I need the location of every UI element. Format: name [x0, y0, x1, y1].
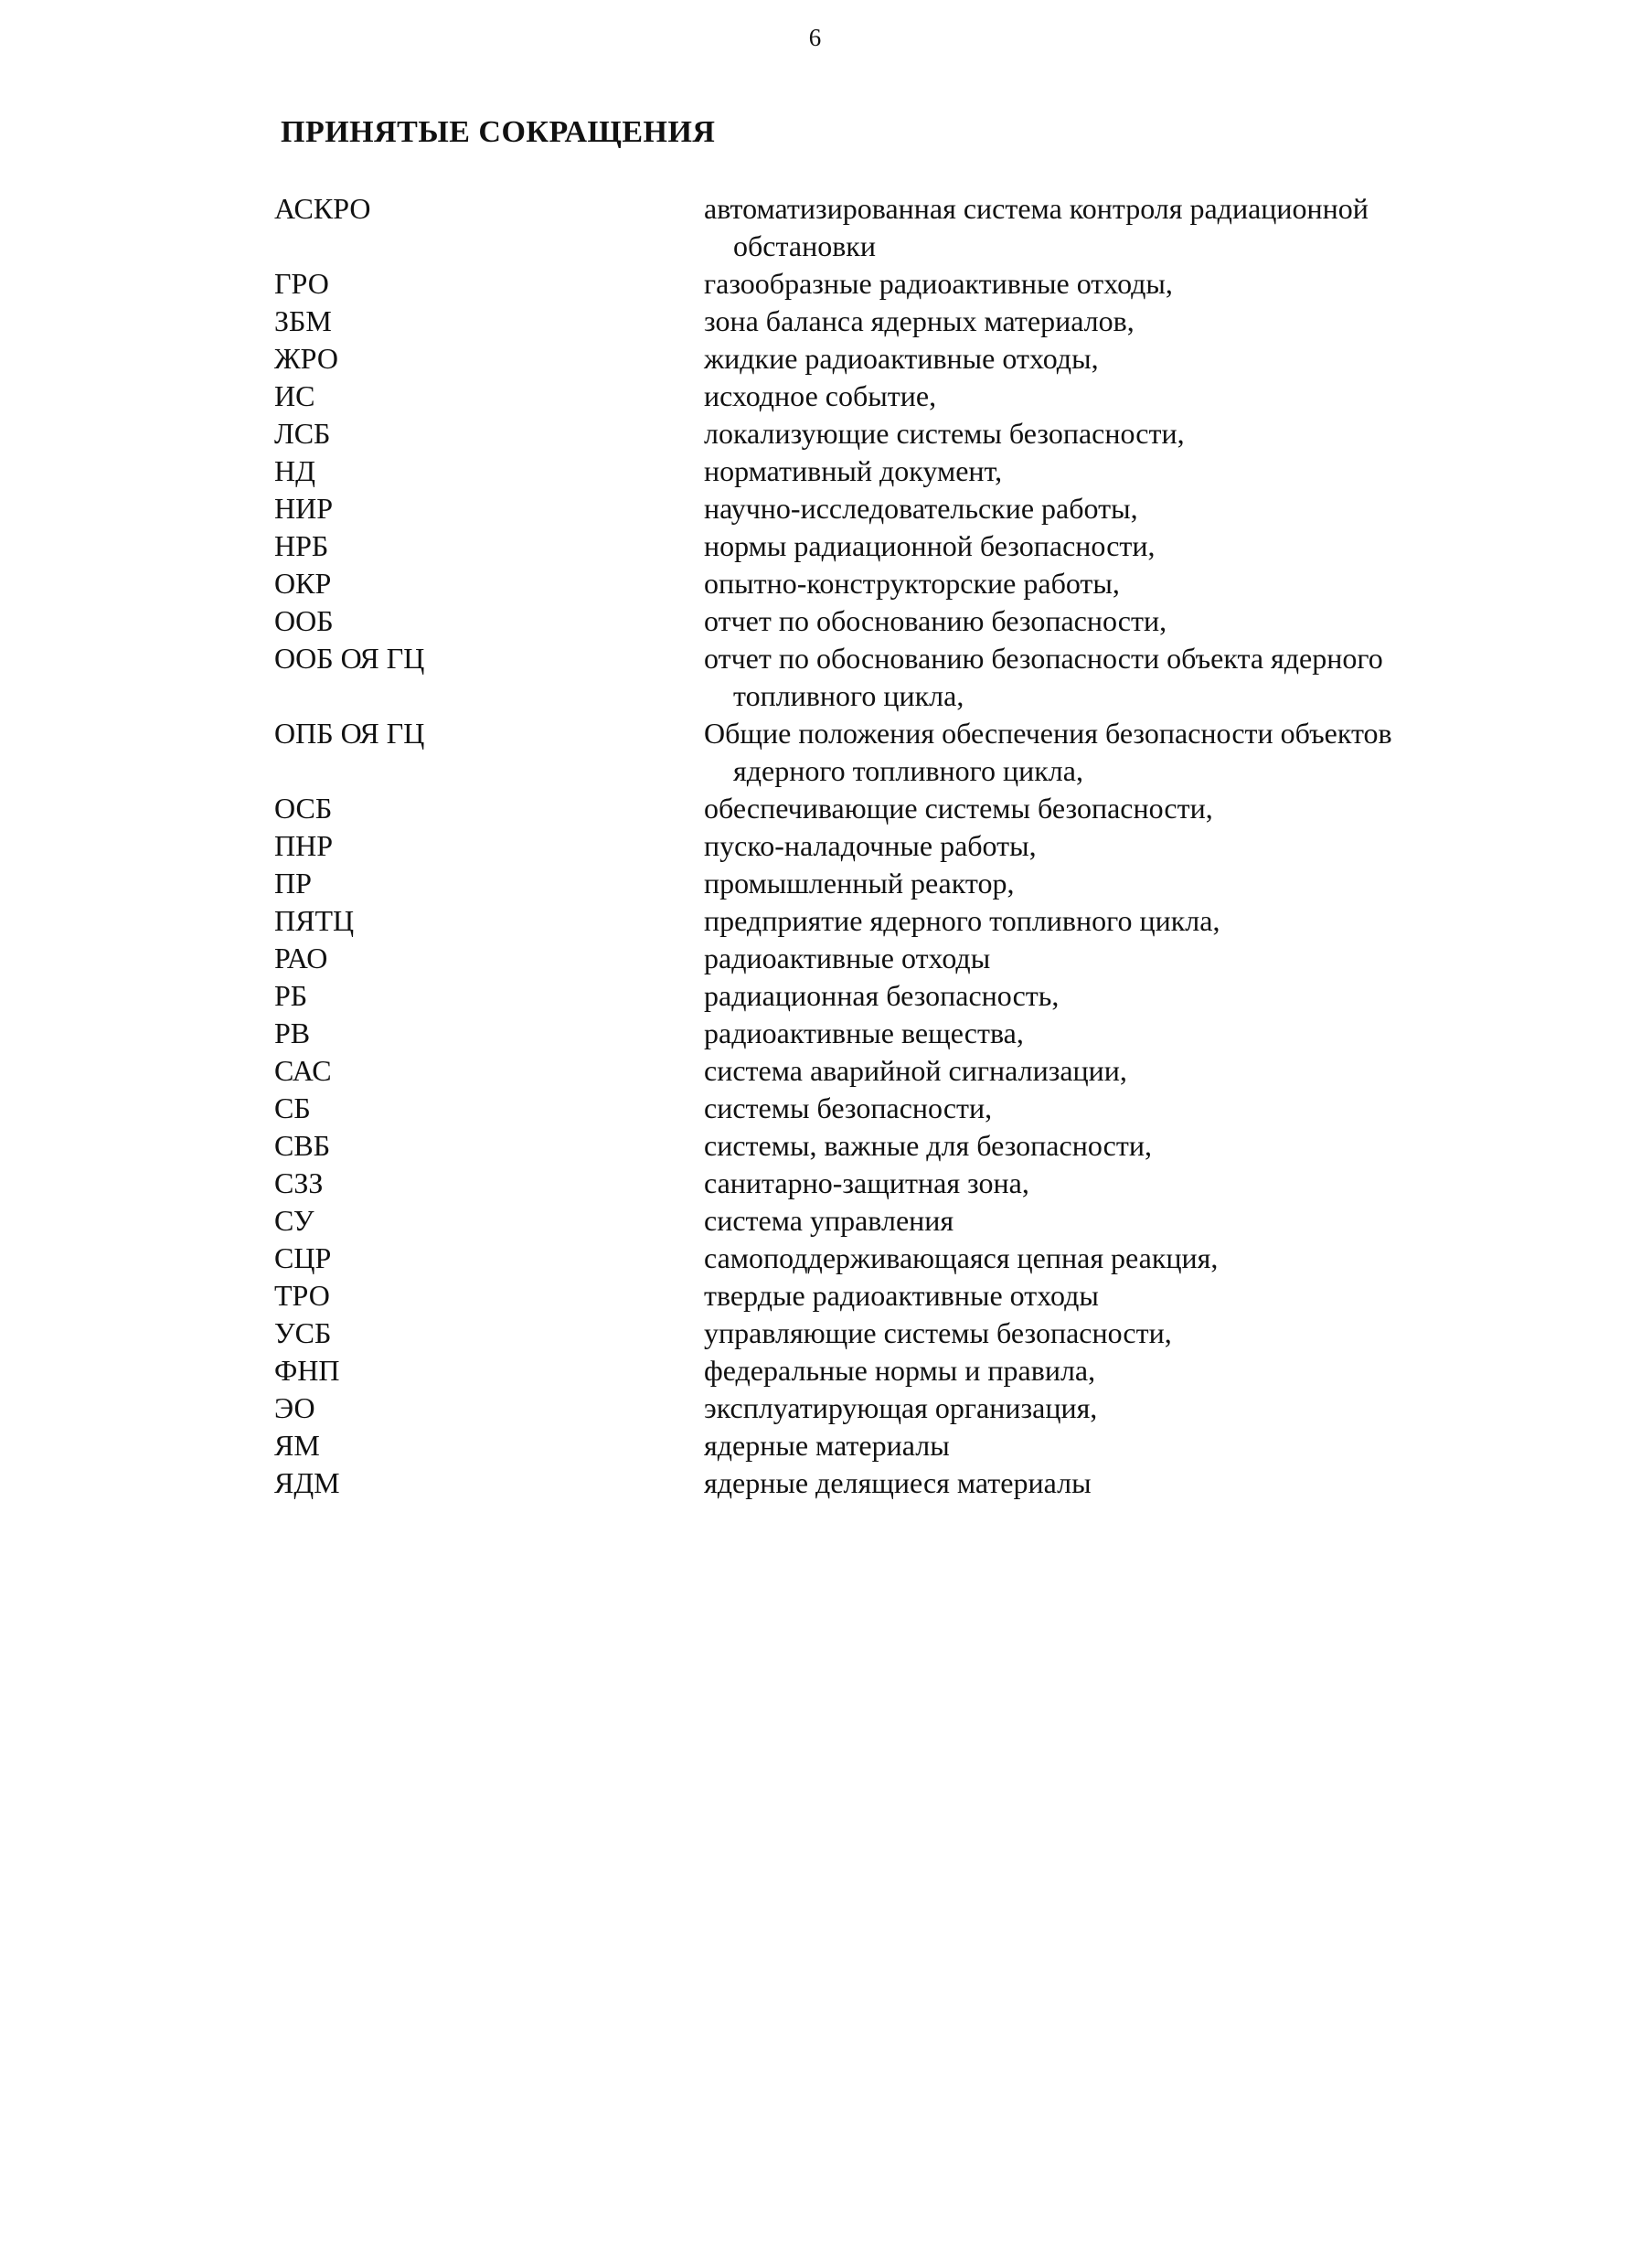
abbreviation-term: СЦР [274, 1241, 332, 1274]
abbreviation-term: ФНП [274, 1354, 340, 1387]
abbreviation-term: ИС [274, 379, 315, 412]
abbreviation-term: ОКР [274, 567, 332, 600]
page-number: 6 [808, 24, 822, 51]
abbreviation-definition [704, 1090, 1481, 1127]
abbreviation-term: ПР [274, 867, 312, 900]
abbreviation-row [274, 977, 1481, 1015]
definition-line: газообразные радиоактивные отходы, [704, 267, 1173, 300]
definition-line: научно-исследовательские работы, [704, 492, 1138, 525]
abbreviation-row [274, 1352, 1481, 1390]
abbreviation-term: ЭО [274, 1391, 315, 1424]
abbreviation-term: СВБ [274, 1129, 331, 1162]
abbreviation-row [274, 602, 1481, 640]
abbreviation-row [274, 1090, 1481, 1127]
abbreviation-definition [704, 790, 1481, 827]
definition-line: топливного цикла, [733, 679, 964, 712]
abbreviation-row [274, 490, 1481, 527]
abbreviation-term: ОПБ ОЯ ГЦ [274, 717, 425, 750]
abbreviation-row [274, 1464, 1481, 1502]
definition-line: федеральные нормы и правила, [704, 1354, 1096, 1387]
definition-line: отчет по обоснованию безопасности, [704, 604, 1167, 637]
abbreviation-term: ПЯТЦ [274, 904, 355, 937]
abbreviation-term: ЯДМ [274, 1466, 340, 1499]
abbreviation-definition [704, 527, 1481, 565]
abbreviation-row [274, 1052, 1481, 1090]
abbreviation-term: ООБ [274, 604, 334, 637]
abbreviation-definition [704, 1240, 1481, 1277]
definition-line: Общие положения обеспечения безопасности объектов [704, 717, 1392, 750]
abbreviation-row [274, 190, 1481, 265]
abbreviation-definition [704, 902, 1481, 940]
abbreviation-definition [704, 1315, 1481, 1352]
abbreviation-row [274, 1202, 1481, 1240]
abbreviation-term: ЯМ [274, 1429, 320, 1462]
abbreviation-term: ТРО [274, 1279, 330, 1312]
abbreviation-definition [704, 303, 1481, 340]
abbreviation-row [274, 1390, 1481, 1427]
abbreviation-definition [704, 1390, 1481, 1427]
abbreviation-definition [704, 265, 1481, 303]
definition-line: предприятие ядерного топливного цикла, [704, 904, 1220, 937]
abbreviation-list [274, 190, 1481, 1502]
abbreviation-definition [704, 565, 1481, 602]
abbreviation-row [274, 265, 1481, 303]
definition-line: ядерные делящиеся материалы [704, 1466, 1092, 1499]
abbreviation-definition [704, 1015, 1481, 1052]
abbreviation-row [274, 303, 1481, 340]
abbreviation-row [274, 1015, 1481, 1052]
abbreviation-term: НД [274, 454, 315, 487]
definition-line: нормы радиационной безопасности, [704, 529, 1156, 562]
abbreviation-definition [704, 1427, 1481, 1464]
abbreviation-definition [704, 1202, 1481, 1240]
abbreviation-term: САС [274, 1054, 332, 1087]
abbreviation-term: РАО [274, 942, 328, 974]
abbreviation-definition [704, 1352, 1481, 1390]
abbreviation-row [274, 378, 1481, 415]
abbreviation-row [274, 453, 1481, 490]
definition-line: нормативный документ, [704, 454, 1003, 487]
abbreviation-term: ЖРО [274, 342, 338, 375]
abbreviation-row [274, 940, 1481, 977]
abbreviation-definition [704, 1052, 1481, 1090]
abbreviation-term: НРБ [274, 529, 329, 562]
page-title: ПРИНЯТЫЕ СОКРАЩЕНИЯ [281, 115, 716, 149]
abbreviation-definition [704, 490, 1481, 527]
definition-line: радиационная безопасность, [704, 979, 1060, 1012]
abbreviation-row [274, 715, 1481, 790]
abbreviation-definition [704, 1464, 1481, 1502]
abbreviation-row [274, 1127, 1481, 1165]
abbreviation-term: НИР [274, 492, 334, 525]
abbreviation-definition [704, 378, 1481, 415]
abbreviation-term: ГРО [274, 267, 329, 300]
abbreviation-row [274, 1240, 1481, 1277]
abbreviation-row [274, 790, 1481, 827]
abbreviation-row [274, 1277, 1481, 1315]
abbreviation-definition [704, 1127, 1481, 1165]
abbreviation-definition [704, 453, 1481, 490]
definition-line: твердые радиоактивные отходы [704, 1279, 1099, 1312]
definition-line: обеспечивающие системы безопасности, [704, 792, 1213, 825]
definition-line: пуско-наладочные работы, [704, 829, 1037, 862]
abbreviation-term: ПНР [274, 829, 334, 862]
abbreviation-term: УСБ [274, 1316, 332, 1349]
abbreviation-row [274, 340, 1481, 378]
definition-line: исходное событие, [704, 379, 937, 412]
abbreviation-definition [704, 827, 1481, 865]
abbreviation-definition [704, 977, 1481, 1015]
definition-line: система аварийной сигнализации, [704, 1054, 1127, 1087]
definition-line: санитарно-защитная зона, [704, 1166, 1029, 1199]
definition-line: опытно-конструкторские работы, [704, 567, 1120, 600]
abbreviation-row [274, 527, 1481, 565]
definition-line: системы безопасности, [704, 1091, 993, 1124]
abbreviation-row [274, 415, 1481, 453]
definition-line: жидкие радиоактивные отходы, [704, 342, 1099, 375]
definition-line: самоподдерживающаяся цепная реакция, [704, 1241, 1219, 1274]
definition-line: радиоактивные вещества, [704, 1017, 1024, 1049]
abbreviation-definition [704, 940, 1481, 977]
abbreviation-definition [704, 715, 1481, 790]
abbreviation-row [274, 1315, 1481, 1352]
abbreviation-row [274, 902, 1481, 940]
definition-line: зона баланса ядерных материалов, [704, 304, 1135, 337]
abbreviation-term: ОСБ [274, 792, 333, 825]
abbreviation-definition [704, 1277, 1481, 1315]
abbreviation-definition [704, 602, 1481, 640]
definition-line: система управления [704, 1204, 954, 1237]
abbreviation-definition [704, 340, 1481, 378]
definition-line: ядерные материалы [704, 1429, 950, 1462]
abbreviation-row [274, 1427, 1481, 1464]
definition-line: системы, важные для безопасности, [704, 1129, 1152, 1162]
abbreviation-row [274, 1165, 1481, 1202]
definition-line: отчет по обоснованию безопасности объекта ядерного [704, 642, 1383, 675]
abbreviation-row [274, 827, 1481, 865]
abbreviation-definition [704, 865, 1481, 902]
abbreviation-definition [704, 1165, 1481, 1202]
abbreviation-term: АСКРО [274, 192, 371, 225]
abbreviation-definition [704, 415, 1481, 453]
abbreviation-definition [704, 190, 1481, 265]
abbreviation-row [274, 565, 1481, 602]
definition-line: радиоактивные отходы [704, 942, 991, 974]
abbreviation-term: РВ [274, 1017, 311, 1049]
abbreviation-term: РБ [274, 979, 308, 1012]
abbreviation-row [274, 640, 1481, 715]
definition-line: эксплуатирующая организация, [704, 1391, 1098, 1424]
abbreviation-term: ЗБМ [274, 304, 332, 337]
definition-line: ядерного топливного цикла, [733, 754, 1083, 787]
definition-line: локализующие системы безопасности, [704, 417, 1185, 450]
abbreviation-term: СБ [274, 1091, 311, 1124]
abbreviation-term: СЗЗ [274, 1166, 324, 1199]
abbreviation-row [274, 865, 1481, 902]
definition-line: автоматизированная система контроля радиационной [704, 192, 1369, 225]
abbreviation-term: ООБ ОЯ ГЦ [274, 642, 425, 675]
abbreviation-term: СУ [274, 1204, 314, 1237]
abbreviation-definition [704, 640, 1481, 715]
definition-line: управляющие системы безопасности, [704, 1316, 1172, 1349]
definition-line: промышленный реактор, [704, 867, 1015, 900]
definition-line: обстановки [733, 229, 876, 262]
abbreviation-term: ЛСБ [274, 417, 331, 450]
